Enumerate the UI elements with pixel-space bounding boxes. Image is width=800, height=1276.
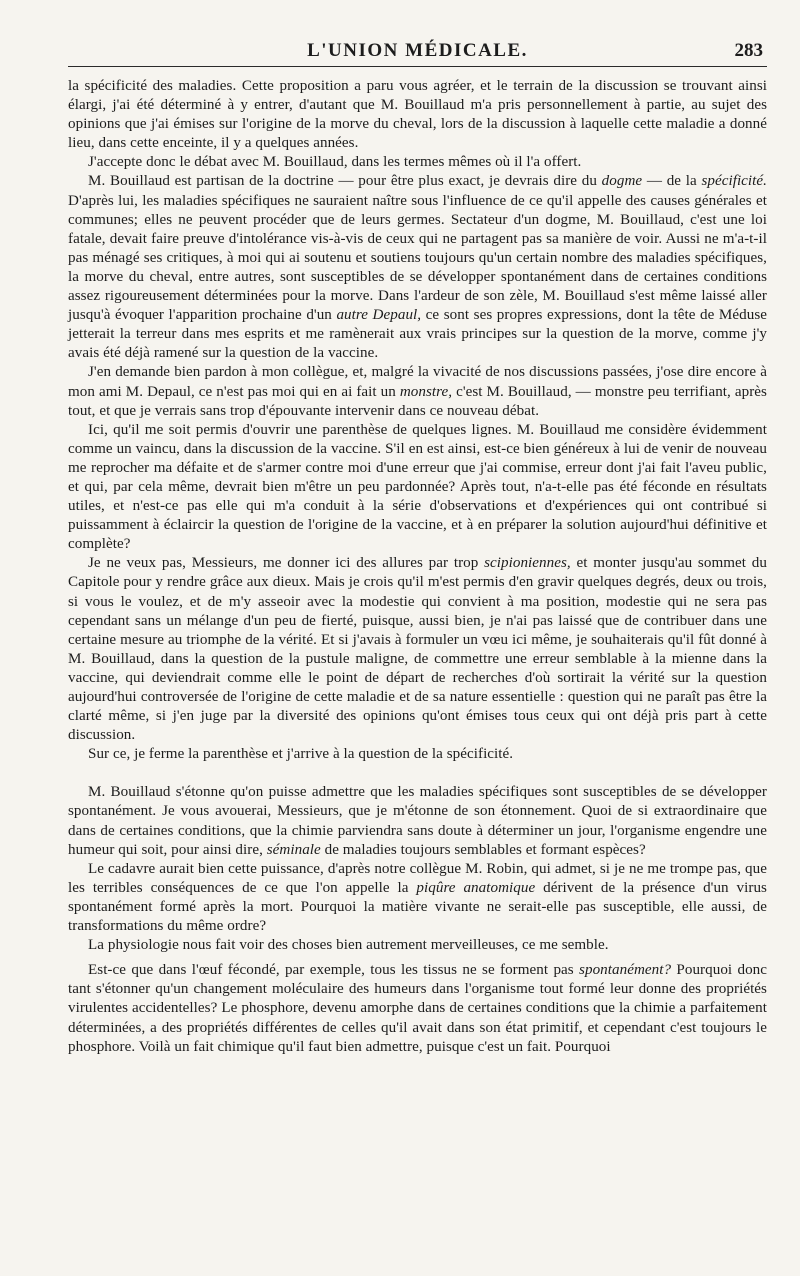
running-title: L'UNION MÉDICALE.	[307, 40, 528, 61]
text-run: M. Bouillaud est partisan de la doctrine — pour être plus exact, je devrais dire du	[88, 173, 602, 190]
paragraph	[68, 554, 767, 745]
paragraph	[68, 860, 767, 936]
text-run: M. Bouillaud s'étonne qu'on puisse admettre que les maladies spécifiques sont susceptibles de se développer spontanément. Je vous avouerai, Messieurs, que je m'étonne de son étonnement. Quoi de si extraordinaire que dans de certaines conditions, que la chimie parviendra sans doute à déterminer un jour, l'organisme engendre une humeur qui soit, pour ainsi dire,	[68, 784, 767, 858]
paragraph	[68, 745, 767, 764]
paragraph	[68, 783, 767, 859]
italic-text: séminale	[266, 841, 321, 858]
text-run: Le cadavre aurait bien cette puissance, d'après notre collègue M. Robin, qui admet, si je ne me trompe pas, que les terribles conséquences de ce que l'on appelle la	[68, 860, 767, 896]
paragraph	[68, 153, 767, 172]
text-run: la spécificité des maladies. Cette proposition a paru vous agréer, et le terrain de la discussion se trouvant ainsi élargi, j'ai été déterminé à y entrer, d'autant que M. Bouillaud m'a pris personnellement à partie, au sujet des opinions que j'ai émises sur l'origine de la morve du cheval, lors de la discussion à laquelle cette maladie a donné lieu, dans cette enceinte, il y a quelques années.	[68, 78, 767, 152]
italic-text: piqûre anatomique	[416, 879, 536, 896]
text-run: dérivent de la présence d'un virus spontanément formé après la mort. Pourquoi la matière vivante ne serait-elle pas susceptible, elle aussi, de transformations du même ordre?	[68, 879, 767, 935]
page-number: 283	[734, 40, 763, 61]
text-run: et monter jusqu'au sommet du Capitole pour y rendre grâce aux dieux. Mais je crois qu'il m'est permis d'en gravir quelques degrés, deux ou trois, si vous le voulez, et de m'y asseoir avec la modestie qui convient à ma position, modestie qui ne sera pas cependant sans un mélange d'un peu de fierté, puisque, aussi bien, je n'ai pas laissé que de contribuer dans une certaine mesure au triomphe de la vérité. Et si j'avais à formuler un vœu ici même, je souhaiterais qu'il fût donné à M. Bouillaud, dans la question de la pustule maligne, de commettre une erreur semblable à la mienne dans la vaccine, qui deviendrait comme elle le point de départ de recherches d'où sortirait la vérité sur la question aujourd'hui controversée de l'origine de cette maladie et de sa nature essentielle : question qui ne paraît pas être la clarté même, si j'en juge par la diversité des opinions qu'ont émises tous ceux qui ont déjà pris part à cette discussion.	[68, 555, 767, 744]
text-run: c'est M. Bouillaud, — monstre peu terrifiant, après tout, et que je verrais sans trop d'épouvante intervenir dans ce nouveau débat.	[68, 383, 767, 419]
paragraph	[68, 172, 767, 363]
text-run: Est-ce que dans l'œuf fécondé, par exemple, tous les tissus ne se forment pas	[88, 962, 580, 979]
text-run: Je ne veux pas, Messieurs, me donner ici des allures par trop	[88, 555, 485, 572]
italic-text: monstre,	[399, 383, 453, 400]
italic-text: scipioniennes,	[484, 555, 571, 572]
text-run: — de la	[642, 173, 702, 190]
page-header	[68, 36, 767, 67]
paragraph	[68, 421, 767, 555]
body-text	[68, 77, 767, 1057]
text-run: D'après lui, les maladies spécifiques ne sauraient naître sous l'influence de ce qu'il appelle des causes générales et communes; elles ne peuvent procéder que de leurs germes. Sectateur d'un dogme, M. Bouillaud, c'est une loi fatale, devait faire preuve d'intolérance vis-à-vis de ceux qui ne partagent pas sa manière de voir. Aussi ne m'a-t-il pas ménagé ses critiques, à moi qui ai soutenu et soutiens toujours qu'un certain nombre des maladies spécifiques, la morve du cheval, entre autres, sont susceptibles de se développer spontanément dans de certaines conditions assez rigoureusement déterminées pour la morve. Dans l'ardeur de son zèle, M. Bouillaud s'est même laissé aller jusqu'à évoquer l'apparition prochaine d'un	[68, 192, 767, 324]
text-run: J'accepte donc le débat avec M. Bouillaud, dans les termes mêmes où il l'a offert.	[88, 154, 582, 171]
text-run: Pourquoi donc tant s'étonner qu'un changement moléculaire des humeurs dans l'organisme tout formé leur donne des propriétés virulentes accidentelles? Le phosphore, devenu amorphe dans de certaines conditions que la chimie a parfaitement déterminées, a des propriétés différentes de celles qu'il avait dans son état primitif, et cependant c'est toujours le phosphore. Voilà un fait chimique qu'il faut bien admettre, puisque c'est un fait. Pourquoi	[68, 962, 768, 1055]
italic-text: dogme	[601, 173, 643, 190]
italic-text: spécificité.	[701, 173, 767, 190]
paragraph	[68, 936, 767, 955]
page	[68, 36, 767, 1057]
text-run: ce sont ses propres expressions, dont la tête de Méduse jetterait la terreur dans mes esprits et me ramènerait aux vrais principes sur la question de la morve, comme j'y avais été déjà ramené sur la question de la vaccine.	[68, 307, 768, 362]
paragraph	[68, 363, 767, 420]
italic-text: autre Depaul,	[336, 307, 422, 324]
text-run: Ici, qu'il me soit permis d'ouvrir une parenthèse de quelques lignes. M. Bouillaud me considère évidemment comme un vaincu, dans la discussion de la vaccine. S'il en est ainsi, est-ce bien généreux à lui de venir de nouveau me reprocher ma défaite et de s'armer contre moi d'une erreur que j'ai commise, erreur dont j'ai fait l'aveu public, et qui, par cela même, devrait bien m'être un peu pardonnée? Après tout, n'a-t-elle pas été féconde en résultats utiles, et n'est-ce pas elle qui m'a conduit à la série d'observations et d'expériences qui ont contribué si puissamment à éclaircir la question de l'origine de la vaccine, et à en préparer la solution aujourd'hui définitive et complète?	[68, 421, 767, 553]
text-run: Sur ce, je ferme la parenthèse et j'arrive à la question de la spécificité.	[88, 746, 514, 763]
text-run: J'en demande bien pardon à mon collègue, et, malgré la vivacité de nos discussions passées, j'ose dire encore à mon ami M. Depaul, ce n'est pas moi qui en ai fait un	[68, 364, 767, 400]
paragraph	[68, 961, 767, 1056]
text-run: La physiologie nous fait voir des choses bien autrement merveilleuses, ce me semble.	[88, 937, 609, 954]
italic-text: spontanément?	[579, 962, 672, 979]
text-run: de maladies toujours semblables et formant espèces?	[320, 841, 646, 858]
paragraph	[68, 77, 767, 153]
